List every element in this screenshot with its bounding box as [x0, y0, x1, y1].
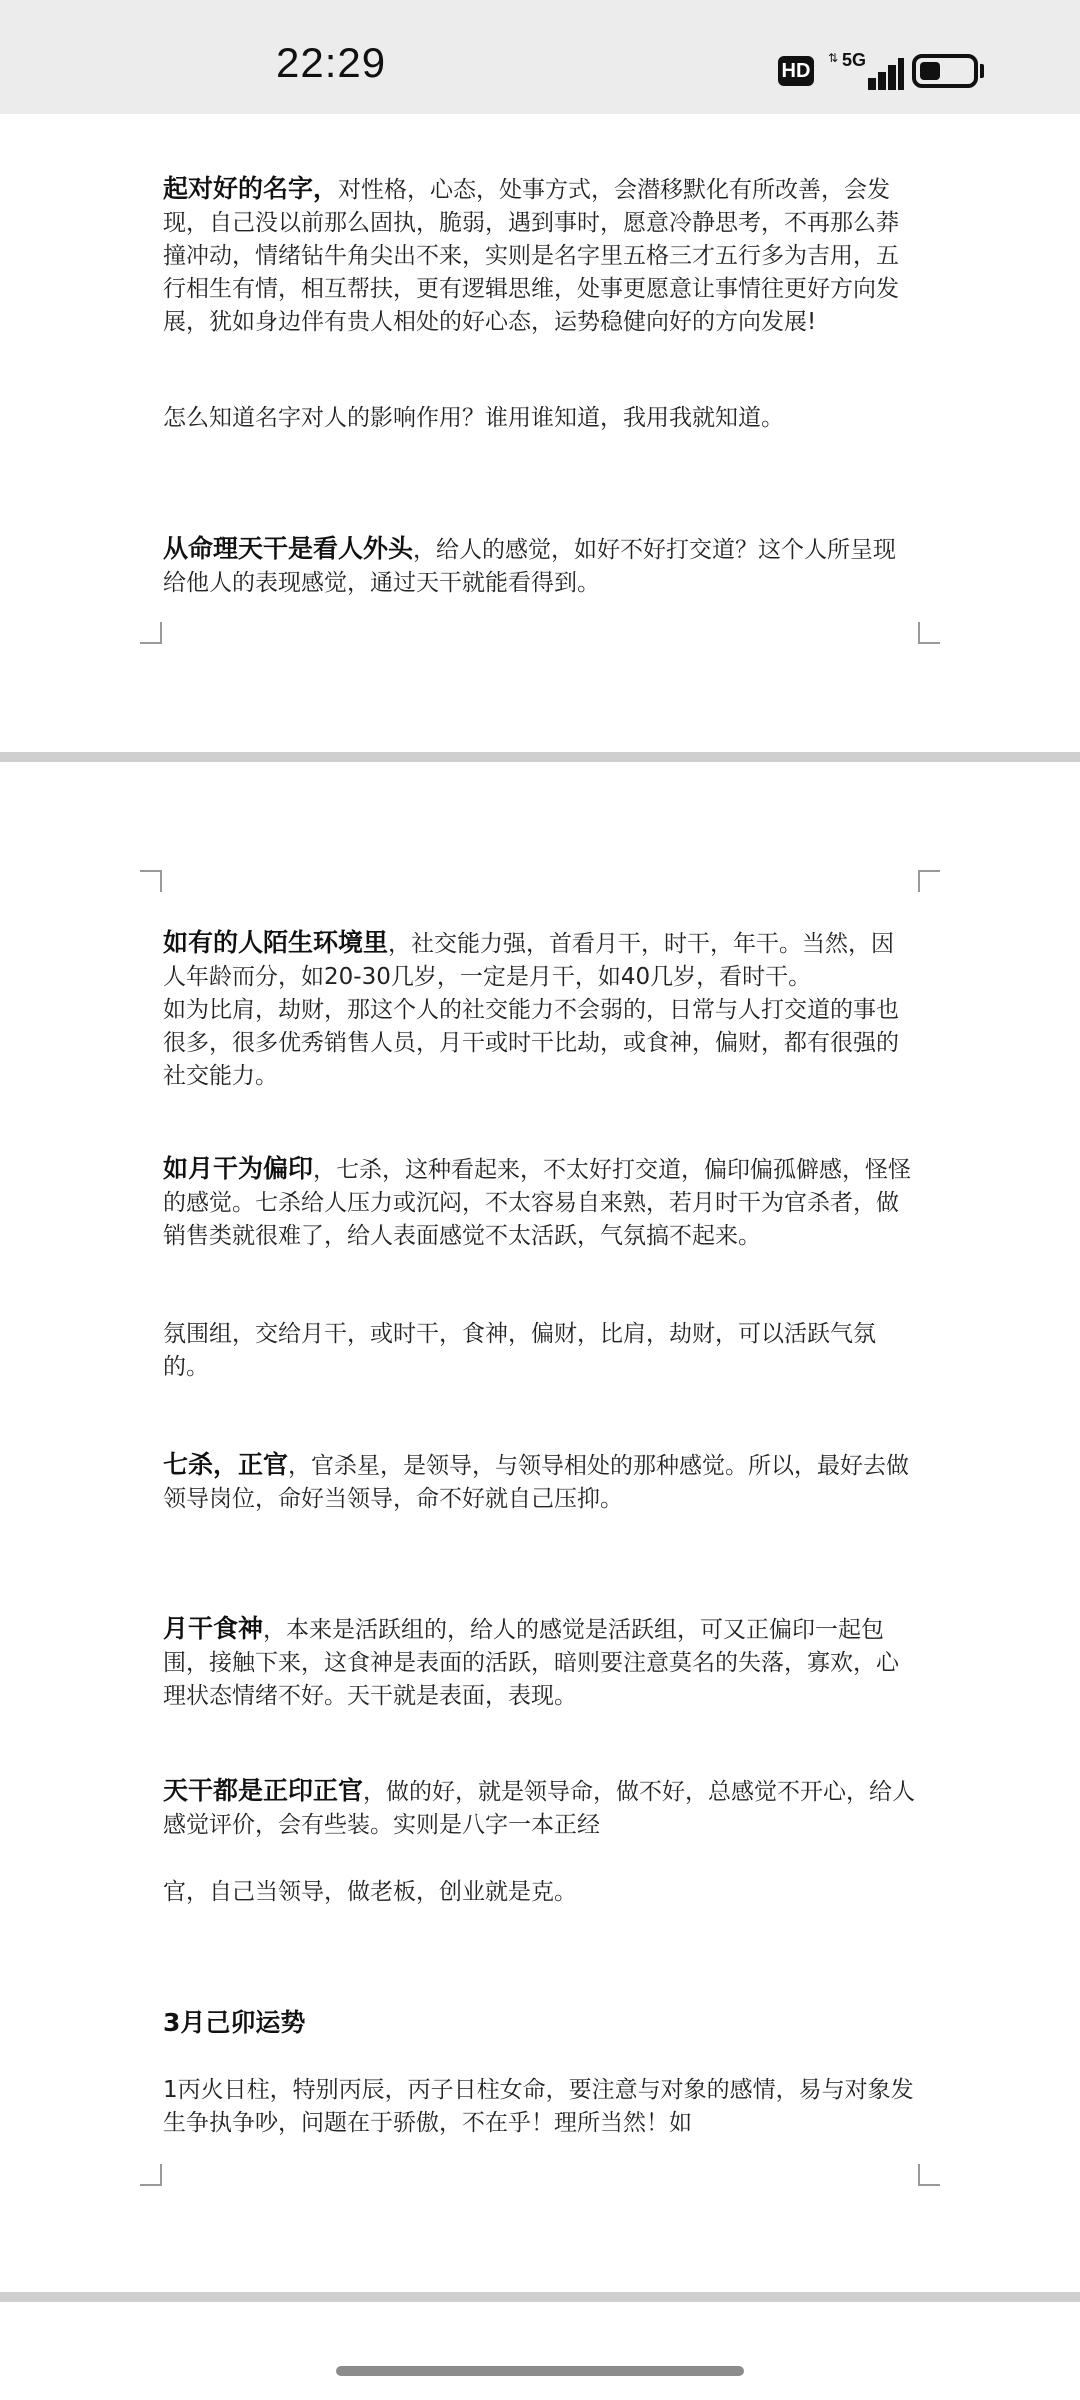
status-time: 22:29 — [276, 39, 387, 86]
paragraph: 氛围组，交给月干，或时干，食神，偏财，比肩，劫财，可以活跃气氛的。 — [163, 1321, 876, 1380]
signal-bars-icon — [842, 56, 898, 90]
battery-fill — [920, 62, 940, 80]
paragraph: 怎么知道名字对人的影响作用？谁用谁知道，我用我就知道。 — [163, 405, 784, 431]
battery-icon — [912, 54, 978, 88]
page-corner-marker — [918, 622, 940, 644]
page-separator — [0, 752, 1080, 762]
paragraph: 如月干为偏印，七杀，这种看起来，不太好打交道，偏印偏孤僻感，怪怪的感觉。七杀给人压力或沉闷，不太容易自来熟，若月时干为官杀者，做销售类就很难了，给人表面感觉不太活跃，气氛搞不起来。 — [163, 1154, 912, 1249]
status-bar — [0, 0, 1080, 114]
paragraph: 七杀，正官，官杀星，是领导，与领导相处的那种感觉。所以，最好去做领导岗位，命好当领导，命不好就自己压抑。 — [163, 1450, 910, 1512]
page-corner-marker — [140, 870, 162, 892]
paragraph: 天干都是正印正官，做的好，就是领导命，做不好，总感觉不开心，给人感觉评价，会有些装。实则是八字一本正经 — [163, 1776, 916, 1838]
paragraph: 1丙火日柱，特别丙辰，丙子日柱女命，要注意与对象的感情，易与对象发生争执争吵，问题在于骄傲，不在乎！理所当然！如 — [163, 2077, 914, 2136]
network-type-label: 5G — [842, 50, 867, 70]
section-heading: 3月己卯运势 — [163, 2008, 306, 2037]
network-activity-icon: ⇅ — [828, 51, 839, 65]
paragraph: 从命理天干是看人外头，给人的感觉，如好不好打交道？这个人所呈现给他人的表现感觉，通过天干就能看得到。 — [163, 534, 897, 596]
page-corner-marker — [140, 622, 162, 644]
paragraph: 如有的人陌生环境里，社交能力强，首看月干，时干，年干。当然，因人年龄而分，如20-30几岁，一定是月干，如40几岁，看时干。 如为比肩，劫财，那这个人的社交能力不会弱的，日常与人打交道的事也很多，很多优秀销售人员，月干或时干比劫，或食神，偏财，都有很强的社交能力。 — [163, 928, 899, 1089]
page-corner-marker — [918, 2164, 940, 2186]
battery-tip — [980, 64, 984, 78]
page-corner-marker — [140, 2164, 162, 2186]
page-corner-marker — [918, 870, 940, 892]
hd-badge: HD — [778, 56, 814, 86]
paragraph: 起对好的名字，对性格，心态，处事方式，会潜移默化有所改善，会发现，自己没以前那么固执，脆弱，遇到事时，愿意冷静思考，不再那么莽撞冲动，情绪钻牛角尖出不来，实则是名字里五格三才五行多为吉用，五行相生有情，相互帮扶，更有逻辑思维，处事更愿意让事情往更好方向发展，犹如身边伴有贵人相处的好心态，运势稳健向好的方向发展! — [163, 174, 899, 335]
paragraph: 月干食神，本来是活跃组的，给人的感觉是活跃组，可又正偏印一起包围，接触下来，这食神是表面的活跃，暗则要注意莫名的失落，寡欢，心理状态情绪不好。天干就是表面，表现。 — [163, 1614, 899, 1709]
paragraph: 官，自己当领导，做老板，创业就是克。 — [163, 1879, 577, 1905]
page-separator — [0, 2292, 1080, 2302]
home-indicator[interactable] — [336, 2366, 744, 2376]
